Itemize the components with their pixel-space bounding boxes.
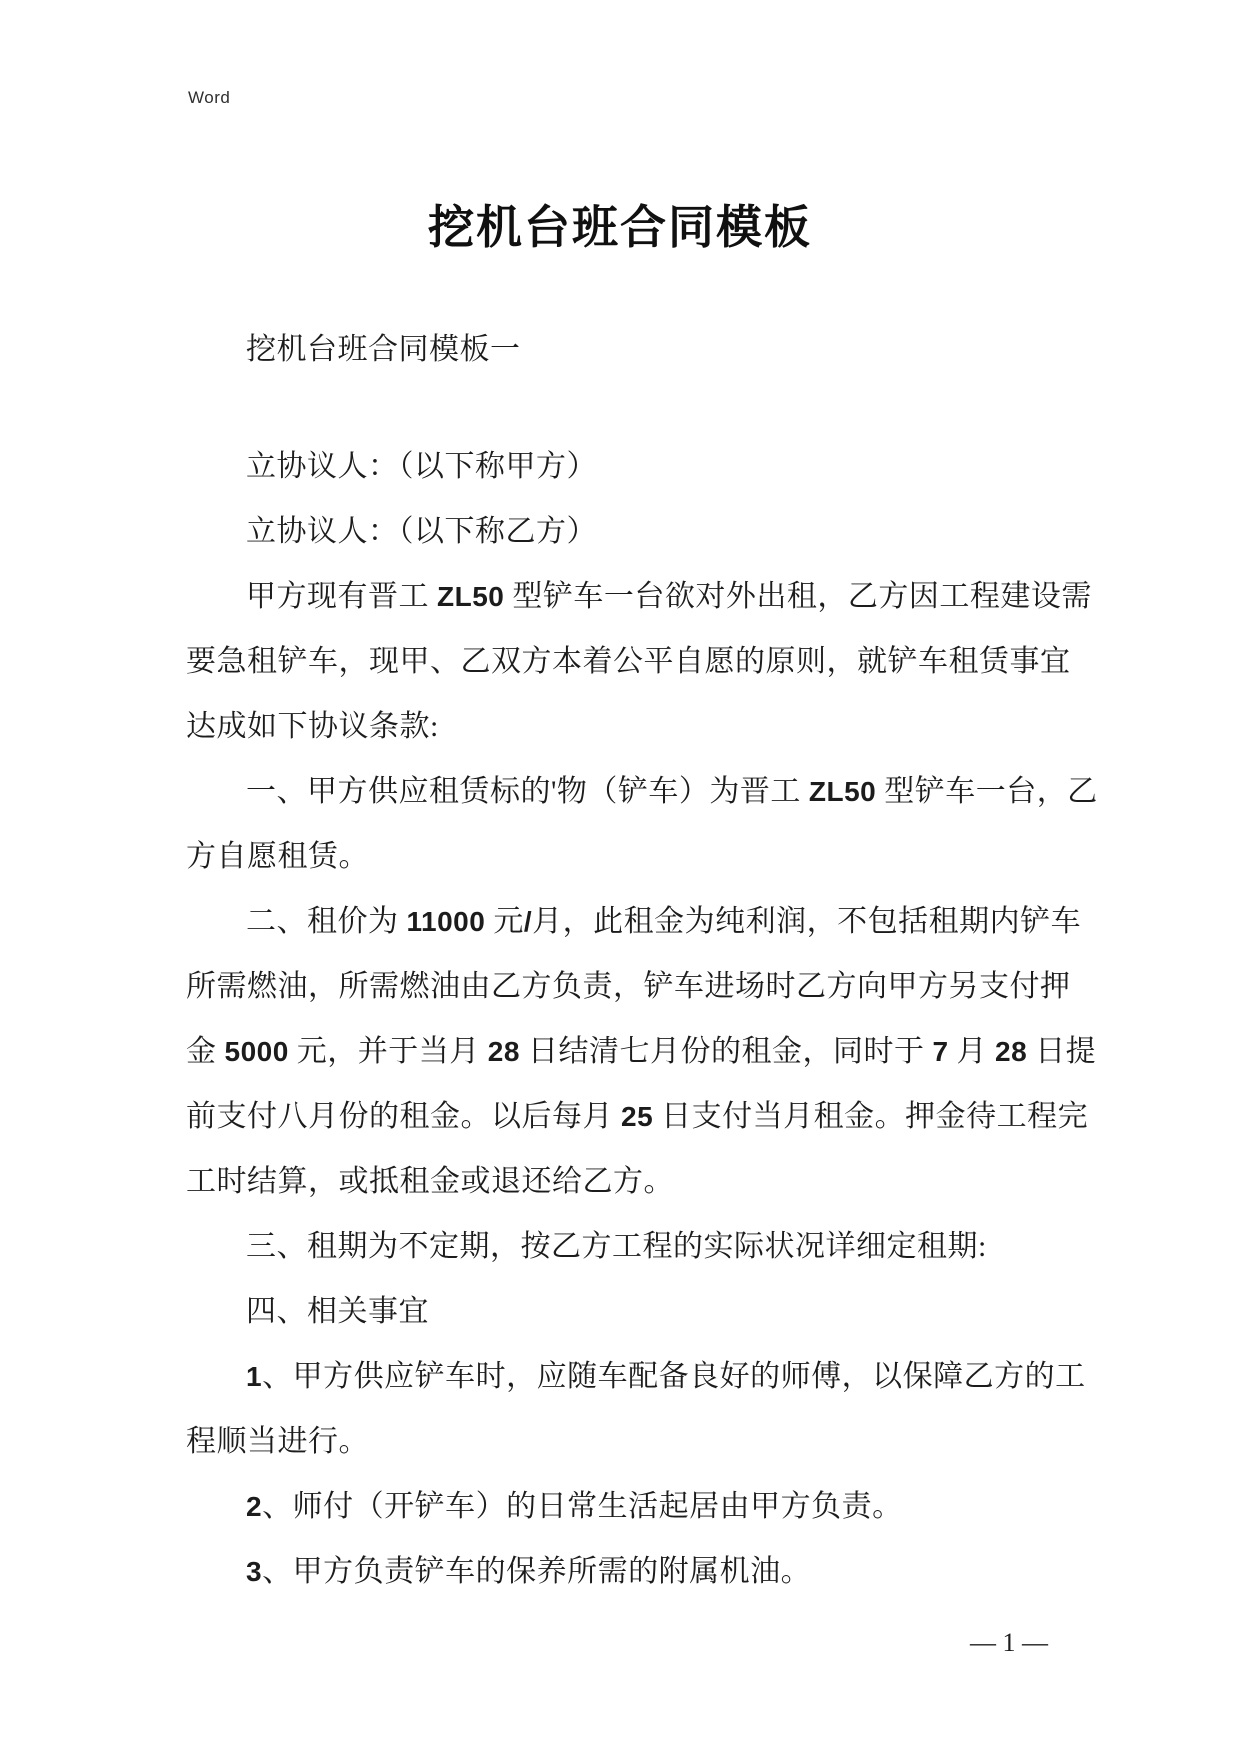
document-line: 方自愿租赁。 — [186, 840, 369, 873]
document-line: 2、师付（开铲车）的日常生活起居由甲方负责。 — [246, 1490, 903, 1523]
document-line: 二、租价为 11000 元/月，此租金为纯利润，不包括租期内铲车 — [246, 905, 1082, 938]
document-line: 工时结算，或抵租金或退还给乙方。 — [186, 1165, 674, 1198]
word-header-label: Word — [188, 88, 231, 107]
document-line: 一、甲方供应租赁标的'物（铲车）为晋工 ZL50 型铲车一台，乙 — [246, 775, 1098, 808]
document-line: 四、相关事宜 — [246, 1295, 429, 1328]
page-number: — 1 — — [970, 1628, 1048, 1657]
document-line: 三、租期为不定期，按乙方工程的实际状况详细定租期: — [246, 1230, 987, 1263]
document-line: 挖机台班合同模板一 — [246, 333, 521, 366]
document-line: 所需燃油，所需燃油由乙方负责，铲车进场时乙方向甲方另支付押 — [186, 970, 1071, 1003]
document-line: 立协议人：（以下称乙方） — [246, 515, 597, 548]
document-line: 3、甲方负责铲车的保养所需的附属机油。 — [246, 1555, 812, 1588]
document-line: 甲方现有晋工 ZL50 型铲车一台欲对外出租，乙方因工程建设需 — [246, 580, 1092, 613]
document-line: 要急租铲车，现甲、乙双方本着公平自愿的原则，就铲车租赁事宜 — [186, 645, 1071, 678]
document-body — [0, 317, 1240, 1604]
document-line: 金 5000 元，并于当月 28 日结清七月份的租金，同时于 7 月 28 日提 — [186, 1035, 1097, 1068]
document-line: 达成如下协议条款: — [186, 710, 439, 743]
document-line: 立协议人：（以下称甲方） — [246, 450, 597, 483]
document-title: 挖机台班合同模板 — [428, 202, 812, 253]
document-line: 程顺当进行。 — [186, 1425, 369, 1458]
document-line: 1、甲方供应铲车时，应随车配备良好的师傅，以保障乙方的工 — [246, 1360, 1086, 1393]
document-line: 前支付八月份的租金。以后每月 25 日支付当月租金。押金待工程完 — [186, 1100, 1089, 1133]
